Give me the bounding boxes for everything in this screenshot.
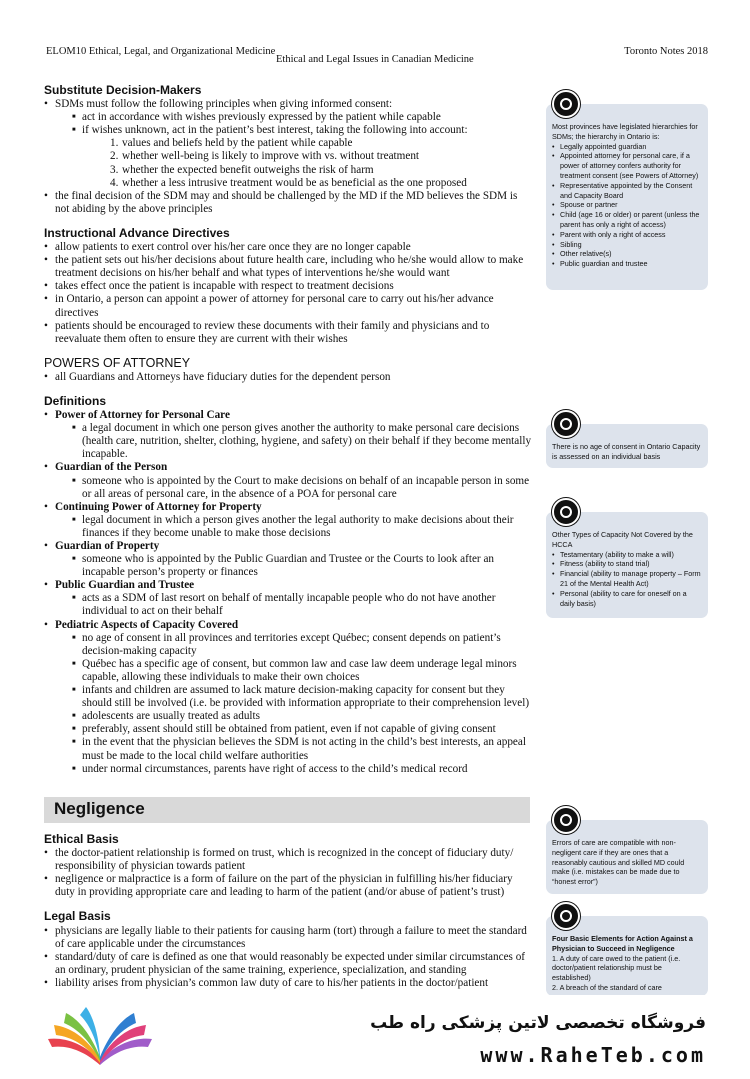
list-item: ■ act in accordance with wishes previously expressed by the patient while capable [55, 111, 534, 124]
list-item: • patients should be encouraged to review these documents with their family and physicians and to reevaluate them often to ensure they are current with their wishes [44, 320, 534, 346]
list-item: • Personal (ability to care for oneself on a daily basis) [552, 589, 702, 609]
page-header [40, 46, 708, 66]
section-title-poa: POWERS OF ATTORNEY [44, 355, 191, 370]
list-item: • allow patients to exert control over his/her care once they are no longer capable [44, 241, 534, 254]
list-item: • Representative appointed by the Consent and Capacity Board [552, 181, 702, 201]
sidebar-box-age-of-consent [546, 424, 708, 468]
list-item: • Financial (ability to manage property – Form 21 of the Mental Health Act) [552, 569, 702, 589]
definition-item: • Guardian of Property ■ someone who is appointed by the Public Guardian and Trustee or the Courts to look after an incapable person’s property or finances [44, 540, 534, 579]
sidebar-box-sdm-hierarchy [546, 104, 708, 290]
negligence-banner [44, 797, 530, 823]
section-title-definitions: Definitions [44, 393, 106, 408]
list-item: • the patient sets out his/her decisions about future health care, including who he/she would allow to make treatment decisions on his/her behalf and what types of interventions he/she would want [44, 254, 534, 280]
list-item: ■ preferably, assent should still be obtained from patient, even if not capable of giving consent [55, 723, 534, 736]
store-url[interactable]: www.RaheTeb.com [480, 1043, 706, 1067]
definition-item: • Power of Attorney for Personal Care ■ a legal document in which one person gives another the authority to make personal care decisions (health care, nutrition, shelter, clothing, hygiene, and safety) on their behalf if they become mentally incapable. [44, 409, 534, 461]
sidebar-box-negligence-elements [546, 916, 708, 996]
list-item: ■ someone who is appointed by the Court to make decisions on behalf of an incapable person in some or all areas of personal care, in the absence of a POA for personal care [55, 475, 534, 501]
list-item: • Public guardian and trustee [552, 259, 702, 269]
store-name: فروشگاه تخصصی لاتین پزشکی راه طب [370, 1013, 706, 1033]
list-item: ■ adolescents are usually treated as adults [55, 710, 534, 723]
list-item: • liability arises from physician’s common law duty of care to his/her patients in the doctor/patient [44, 977, 534, 990]
list-item: • Appointed attorney for personal care, if a power of attorney confers authority for treatment consent (see Powers of Attorney) [552, 151, 702, 180]
list-item: • Legally appointed guardian [552, 142, 702, 152]
list-item: 1. values and beliefs held by the patient while capable [110, 137, 353, 150]
section-title-sdm: Substitute Decision-Makers [44, 83, 202, 97]
note-icon [552, 410, 580, 438]
list-item: • SDMs must follow the following principles when giving informed consent: ■ act in accordance with wishes previously expressed by the patient while capable ■ if wishes unknown, act in the patient’s best interest, taking the following into account: 1. values and beliefs held by the patient while capable 2. whether well-being is likely to improve with vs. without treatment 3. whether the expected benefit outweighs the risk of harm 4. whether a less intrusive treatment would be as beneficial as the one proposed [44, 98, 534, 190]
list-item: • Parent with only a right of access [552, 230, 702, 240]
note-icon [552, 498, 580, 526]
list-item: 4. whether a less intrusive treatment would be as beneficial as the one proposed [110, 176, 467, 189]
book-logo-icon [44, 1003, 156, 1067]
section-title-ethical: Ethical Basis [44, 832, 119, 846]
header-center: Ethical and Legal Issues in Canadian Medicine [276, 54, 474, 65]
sidebar-title: Four Basic Elements for Action Against a Physician to Succeed in Negligence [552, 934, 693, 953]
list-item: • the final decision of the SDM may and should be challenged by the MD if the MD believes the SDM is not abiding by the above principles [44, 190, 534, 216]
section-title-iad: Instructional Advance Directives [44, 225, 230, 240]
header-right: Toronto Notes 2018 [624, 46, 708, 57]
list-item: • Sibling [552, 240, 702, 250]
list-item: • Fitness (ability to stand trial) [552, 559, 702, 569]
list-item: ■ Québec has a specific age of consent, but common law and case law deem underage legal minors capable, allowing these individuals to make their own choices [55, 658, 534, 684]
list-item: 3. whether the expected benefit outweighs the risk of harm [110, 163, 374, 176]
footer-banner [0, 995, 750, 1079]
list-item: ■ infants and children are assumed to lack mature decision-making capacity for consent but they should still be involved (i.e. be provided with information appropriate to their comprehension level) [55, 684, 534, 710]
header-left: ELOM10 Ethical, Legal, and Organizational Medicine [46, 46, 276, 57]
section-title-legal: Legal Basis [44, 909, 111, 924]
negligence-title: Negligence [54, 799, 145, 818]
list-item: • in Ontario, a person can appoint a power of attorney for personal care to carry out his/her advance directives [44, 293, 534, 319]
list-item: ■ under normal circumstances, parents have right of access to the child’s medical record [55, 763, 534, 776]
definition-item: • Continuing Power of Attorney for Property ■ legal document in which a person gives another the legal authority to make decisions about their finances if they become unable to make those decisions [44, 501, 534, 540]
list-item: ■ acts as a SDM of last resort on behalf of mentally incapable people who do not have another individual to act on their behalf [55, 592, 534, 618]
list-item: ■ in the event that the physician believes the SDM is not acting in the child’s best interests, an appeal must be made to the local child welfare authorities [55, 736, 534, 762]
list-item: 2. whether well-being is likely to improve with vs. without treatment [110, 150, 420, 163]
list-item: • Testamentary (ability to make a will) [552, 550, 702, 560]
list-item: • all Guardians and Attorneys have fiduciary duties for the dependent person [44, 371, 534, 384]
list-item: 2. A breach of the standard of care [552, 982, 662, 992]
note-icon [552, 902, 580, 930]
negligence-section [44, 833, 534, 990]
list-item: • Other relative(s) [552, 249, 702, 259]
list-item: • Spouse or partner [552, 200, 702, 210]
note-icon [552, 90, 580, 118]
list-item: ■ if wishes unknown, act in the patient’s best interest, taking the following into account: 1. values and beliefs held by the patient while capable 2. whether well-being is likely to improve with vs. without treatment 3. whether the expected benefit outweighs the risk of harm 4. whether a less intrusive treatment would be as beneficial as the one proposed [55, 124, 534, 189]
list-item: ■ no age of consent in all provinces and territories except Québec; consent depends on patient’s decision-making capacity [55, 632, 534, 658]
list-item: ■ legal document in which a person gives another the legal authority to make decisions about their finances if they become unable to make those decisions [55, 514, 534, 540]
note-icon [552, 806, 580, 834]
list-item: • the doctor-patient relationship is formed on trust, which is recognized in the concept of fiduciary duty/ responsibility of physician towards patient [44, 847, 534, 873]
sidebar-text: There is no age of consent in Ontario Capacity is assessed on an individual basis [552, 442, 701, 461]
list-item: • Child (age 16 or older) or parent (unless the parent has only a right of access) [552, 210, 702, 230]
main-column [44, 84, 534, 776]
list-item: • standard/duty of care is defined as one that would reasonably be expected under similar circumstances of an ordinary, prudent physician of the same training, experience, specialization, and standing [44, 951, 534, 977]
sidebar-text: Errors of care are compatible with non-negligent care if they are ones that a reasonably cautious and skilled MD could make (i.e. mistakes can be made due to “honest error”) [552, 838, 685, 887]
sidebar-box-errors-of-care [546, 820, 708, 894]
list-item: 1. A duty of care owed to the patient (i.e. doctor/patient relationship must be established) [552, 953, 681, 983]
definition-item: • Pediatric Aspects of Capacity Covered ■ no age of consent in all provinces and territories except Québec; consent depends on patient’s decision-making capacity ■ Québec has a specific age of consent, but common law and case law deem underage legal minors capable, allowing these individuals to make their own choices ■ infants and children are assumed to lack mature decision-making capacity for consent but they should still be involved (i.e. be provided with information appropriate to their comprehension level) ■ adolescents are usually treated as adults ■ preferably, assent should still be obtained from patient, even if not capable of giving consent ■ in the event that the physician believes the SDM is not acting in the child’s best interests, an appeal must be made to the local child welfare authorities ■ under normal circumstances, parents have right of access to the child’s medical record [44, 619, 534, 776]
list-item: ■ someone who is appointed by the Public Guardian and Trustee or the Courts to look after an incapable person’s property or finances [55, 553, 534, 579]
list-item: • negligence or malpractice is a form of failure on the part of the physician in fulfilling his/her fiduciary duty in providing appropriate care and leading to harm of the patient (and/or abuse of patient’s trust) [44, 873, 534, 899]
list-item: • physicians are legally liable to their patients for causing harm (tort) through a failure to meet the standard of care applicable under the circumstances [44, 925, 534, 951]
definition-item: • Public Guardian and Trustee ■ acts as a SDM of last resort on behalf of mentally incapable people who do not have another individual to act on their behalf [44, 579, 534, 618]
list-item: • takes effect once the patient is incapable with respect to treatment decisions [44, 280, 534, 293]
list-item: ■ a legal document in which one person gives another the authority to make personal care decisions (health care, nutrition, shelter, clothing, hygiene, and safety) on their behalf if they become mentally incapable. [55, 422, 534, 461]
sidebar-text: Most provinces have legislated hierarchies for SDMs; the hierarchy in Ontario is: [552, 122, 698, 141]
sidebar-title: Other Types of Capacity Not Covered by the HCCA [552, 530, 693, 549]
sidebar-box-capacity-types [546, 512, 708, 618]
definition-item: • Guardian of the Person ■ someone who is appointed by the Court to make decisions on behalf of an incapable person in some or all areas of personal care, in the absence of a POA for personal care [44, 461, 534, 500]
